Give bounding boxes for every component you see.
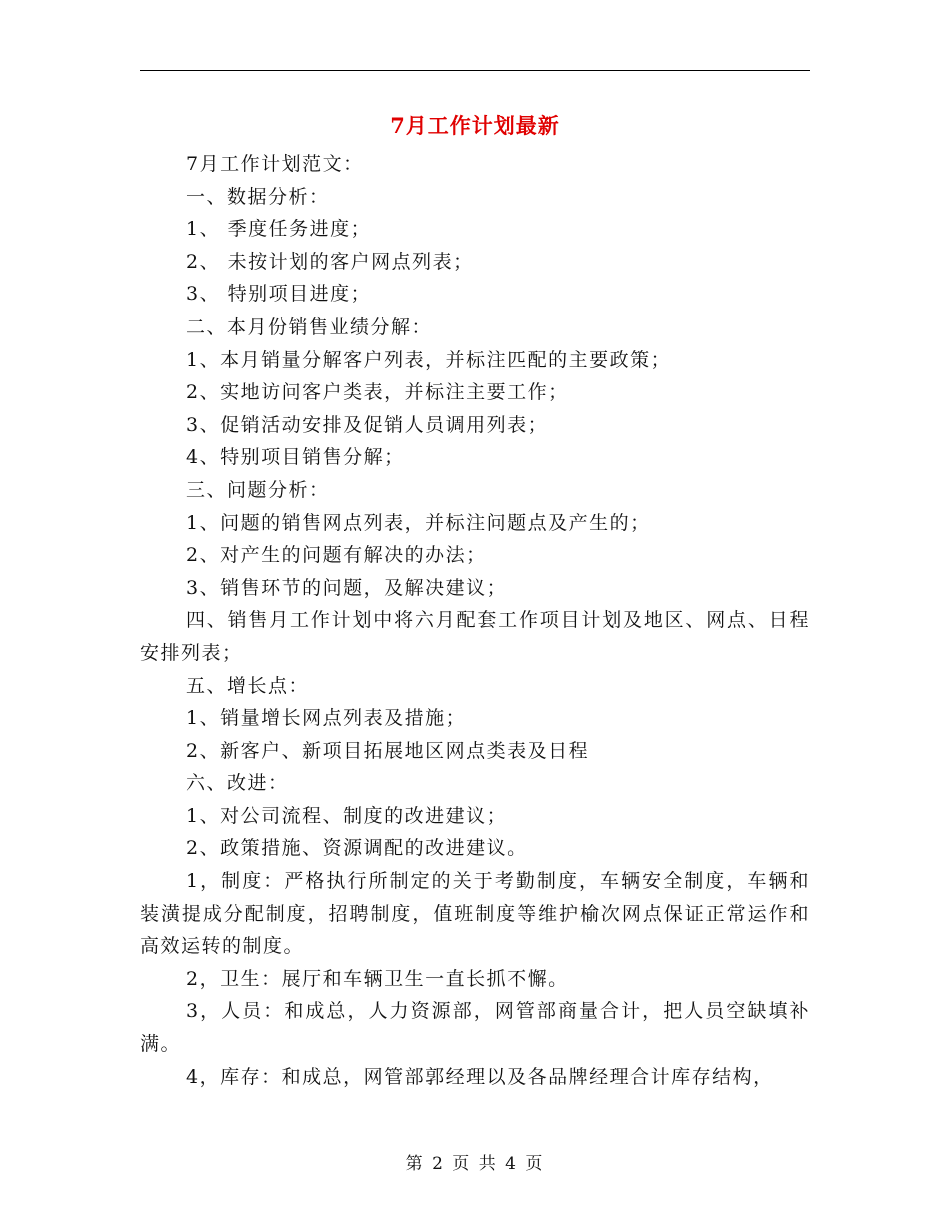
header-rule — [140, 70, 810, 71]
paragraph: 2、新客户、新项目拓展地区网点类表及日程 — [186, 739, 590, 762]
paragraph: 1，制度：严格执行所制定的关于考勤制度，车辆安全制度，车辆和装潢提成分配制度，招聘制度，值班制度等维护榆次网点保证正常运作和高效运转的制度。 — [140, 870, 810, 958]
document-title: 7月工作计划最新 — [390, 113, 560, 138]
paragraph: 二、本月份销售业绩分解： — [186, 315, 433, 338]
paragraph: 2，卫生：展厅和车辆卫生一直长抓不懈。 — [186, 967, 569, 990]
paragraph: 7月工作计划范文： — [186, 153, 364, 175]
paragraph: 2、实地访问客户类表，并标注主要工作； — [186, 381, 569, 404]
paragraph: 2、对产生的问题有解决的办法； — [186, 544, 487, 567]
paragraph: 1、本月销量分解客户列表，并标注匹配的主要政策； — [186, 348, 672, 371]
paragraph: 五、增长点： — [186, 674, 310, 697]
paragraph: 三、问题分析： — [186, 478, 330, 501]
paragraph: 3、 特别项目进度； — [186, 283, 372, 306]
paragraph: 4、特别项目销售分解； — [186, 446, 405, 469]
paragraph: 一、数据分析： — [186, 185, 330, 208]
paragraph: 3、促销活动安排及促销人员调用列表； — [186, 413, 549, 436]
paragraph: 1、问题的销售网点列表，并标注问题点及产生的； — [186, 511, 651, 534]
paragraph: 2、政策措施、资源调配的改进建议。 — [186, 837, 528, 860]
paragraph: 4，库存：和成总，网管部郭经理以及各品牌经理合计库存结构， — [186, 1065, 774, 1088]
paragraph: 3、销售环节的问题，及解决建议； — [186, 576, 508, 599]
paragraph: 3，人员：和成总，人力资源部，网管部商量合计，把人员空缺填补满。 — [140, 1000, 810, 1056]
document-body — [140, 148, 810, 1093]
paragraph: 2、 未按计划的客户网点列表； — [186, 250, 474, 273]
paragraph: 六、改进： — [186, 772, 289, 795]
paragraph: 1、销量增长网点列表及措施； — [186, 707, 467, 730]
paragraph: 四、销售月工作计划中将六月配套工作项目计划及地区、网点、日程安排列表； — [140, 609, 810, 664]
paragraph: 1、 季度任务进度； — [186, 218, 372, 241]
page-footer: 第 2 页 共 4 页 — [405, 1154, 545, 1174]
paragraph: 1、对公司流程、制度的改进建议； — [186, 804, 508, 827]
